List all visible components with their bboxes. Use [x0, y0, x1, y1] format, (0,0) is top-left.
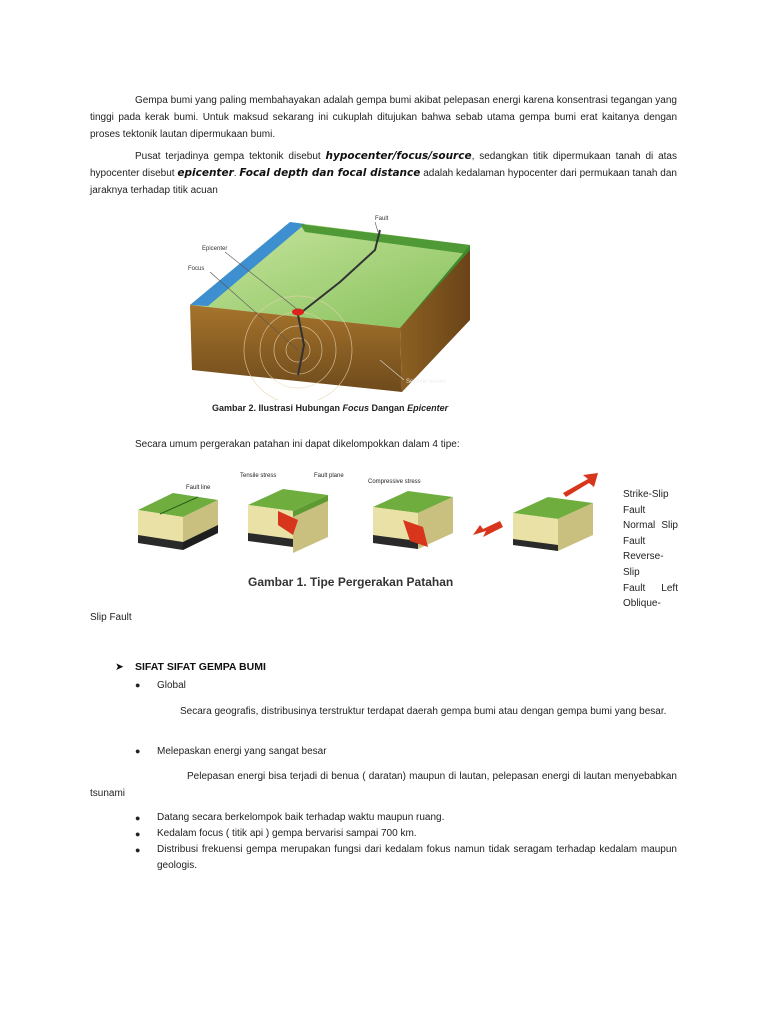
fault-type-line: Fault Left: [623, 582, 678, 594]
fault-type-line: Reverse-: [623, 551, 664, 563]
fault-label: Fault: [375, 216, 389, 222]
bullet-icon: ●: [135, 746, 141, 756]
bullet-global: [135, 677, 186, 694]
list-item: [135, 842, 677, 874]
bullet-text: Datang secara berkelompok baik terhadap waktu maupun ruang.: [157, 812, 445, 823]
section-heading-text: SIFAT SIFAT GEMPA BUMI: [135, 661, 266, 673]
list-item: [135, 826, 677, 842]
text-span: adalah kedalaman hypocenter dari permukaan tanah dan jaraknya terhadap titik acuan: [90, 168, 677, 196]
fault-types-intro: Secara umum pergerakan patahan ini dapat dikelompokkan dalam 4 tipe:: [135, 439, 460, 450]
fault-type-line: Slip: [623, 566, 640, 578]
bullet-icon: ●: [135, 829, 141, 839]
caption-italic: Epicenter: [407, 403, 449, 413]
paragraph-global-wrap: [90, 703, 677, 720]
bullet-text: Melepaskan energi yang sangat besar: [157, 746, 327, 757]
compressive-stress-label: Compressive stress: [368, 479, 421, 485]
intro-paragraph-1: Gempa bumi yang paling membahayakan adalah gempa bumi akibat pelepasan energi karena konsentrasi tegangan yang tinggi pada kerak bumi. Untuk maksud sekarang ini cukuplah ditujukan bahwa sebab utama gempa bumi erat kaitanya dengan proses tektonik lautan dipermukaan bumi.: [90, 95, 677, 140]
list-item: [135, 810, 677, 826]
figure1-caption: Gambar 1. Tipe Pergerakan Patahan: [248, 575, 454, 589]
bullet-text: Global: [157, 680, 186, 691]
fault-type-line: Fault: [623, 535, 646, 547]
text-span: .: [233, 168, 240, 179]
figure-fault-types: [118, 465, 608, 595]
caption-italic: Focus: [342, 403, 370, 413]
section-heading: [115, 661, 266, 673]
block-diagram-image: [180, 210, 480, 400]
bullet-list: [135, 810, 677, 874]
bullet-energy: [135, 743, 327, 760]
text-span: Pusat terjadinya gempa tektonik disebut: [135, 151, 326, 162]
fault-type-line: Oblique-: [623, 598, 661, 610]
paragraph-energy-wrap: [90, 768, 677, 802]
hypocenter-term: hypocenter/focus/source: [325, 150, 472, 162]
seismic-waves-label: Seismic waves: [406, 379, 446, 385]
fault-type-line: Normal Slip: [623, 520, 678, 532]
epicenter-marker: [292, 309, 304, 316]
fault-types-list: [623, 487, 678, 612]
fault-line-label: Fault line: [186, 485, 211, 491]
focus-label: Focus: [188, 266, 205, 272]
normal-slip-block: [240, 473, 344, 553]
figure2-caption: [212, 403, 448, 413]
epicenter-label: Epicenter: [202, 246, 228, 252]
fault-plane-label: Fault plane: [314, 473, 344, 479]
fault-types-image: [118, 465, 608, 565]
fault-type-line: Fault: [623, 504, 646, 516]
fault-type-line: Strike-Slip: [623, 489, 669, 500]
caption-text: Gambar 2. Ilustrasi Hubungan: [212, 403, 343, 413]
bullet-icon: ●: [135, 813, 141, 823]
bullet-text: Kedalam focus ( titik api ) gempa bervarisi sampai 700 km.: [157, 828, 417, 839]
focal-term: Focal depth dan focal distance: [239, 167, 421, 179]
bullet-icon: ●: [135, 680, 141, 690]
energy-description: Pelepasan energi bisa terjadi di benua ( daratan) maupun di lautan, pelepasan energi di lautan menyebabkan tsunami: [90, 771, 677, 799]
global-description: Secara geografis, distribusinya terstruktur terdapat daerah gempa bumi atau dengan gempa bumi yang besar.: [180, 706, 667, 717]
text-span: , sedangkan titik dipermukaan tanah di atas hypocenter disebut: [90, 151, 677, 179]
oblique-slip-block: [473, 473, 598, 551]
reverse-slip-block: [368, 479, 453, 549]
epicenter-term: epicenter: [177, 167, 234, 179]
bullet-text: Distribusi frekuensi gempa merupakan fungsi dari kedalam fokus namun tidak seragam terhadap kedalam maupun geologis.: [157, 844, 677, 871]
strike-slip-block: [138, 485, 218, 550]
bullet-icon: ●: [135, 845, 141, 855]
arrow-bullet-icon: ➤: [115, 661, 124, 673]
tensile-stress-label: Tensile stress: [240, 473, 277, 479]
figure-focus-epicenter: [180, 210, 480, 415]
fault-types-tail: Slip Fault: [90, 612, 132, 623]
intro-paragraph-2: [90, 148, 677, 199]
caption-text: Dangan: [369, 403, 408, 413]
